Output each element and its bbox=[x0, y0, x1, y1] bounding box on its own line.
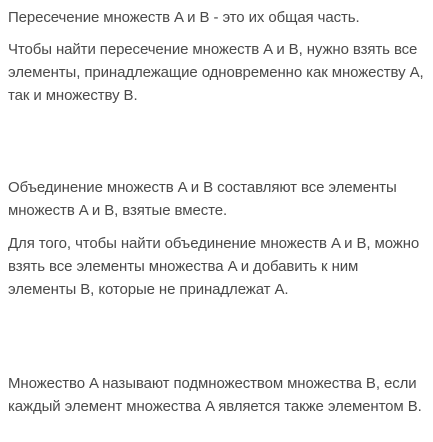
paragraph-union-definition: Объединение множеств A и B составляют все элементы множеств A и B, взятые вместе. bbox=[8, 179, 397, 219]
paragraph-intersection-definition: Пересечение множеств A и B - это их общая часть. bbox=[8, 9, 360, 26]
paragraph-subset-definition: Множество A называют подмножеством множества B, если каждый элемент множества A является также элементом B. bbox=[8, 375, 422, 415]
paragraph-union-method: Для того, чтобы найти объединение множеств A и B, можно взять все элементы множества A и добавить к ним элементы B, которые не принадлежат A. bbox=[8, 235, 420, 298]
paragraph-intersection-method: Чтобы найти пересечение множеств A и B, нужно взять все элементы, принадлежащие одновременно как множеству A, так и множеству B. bbox=[8, 41, 424, 104]
